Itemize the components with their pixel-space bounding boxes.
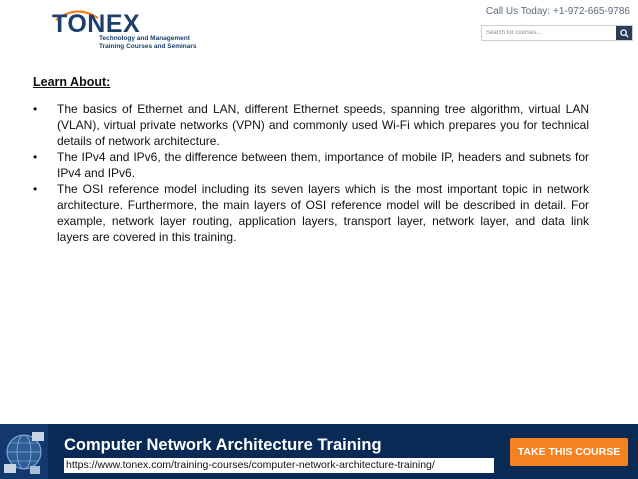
bullet-list [33, 101, 589, 245]
logo-tagline-line2: Training Courses and Seminars [99, 43, 197, 50]
course-title: Computer Network Architecture Training [64, 436, 382, 454]
bullet-dot: • [33, 150, 38, 164]
list-item [33, 181, 589, 245]
search-box [481, 25, 633, 41]
site-header [0, 0, 638, 62]
network-graphic-icon [0, 424, 48, 479]
list-item [33, 101, 589, 149]
take-this-course-button[interactable]: TAKE THIS COURSE [510, 438, 628, 466]
logo-wordmark: TONEX [52, 10, 141, 38]
search-icon [620, 29, 629, 38]
search-button[interactable] [616, 26, 632, 40]
search-input[interactable] [482, 26, 612, 40]
logo-tagline-line1: Technology and Management [99, 35, 190, 42]
logo-tagline [99, 35, 197, 51]
course-url-link[interactable]: https://www.tonex.com/training-courses/computer-network-architecture-training/ [64, 458, 494, 473]
bullet-text: The basics of Ethernet and LAN, different Ethernet speeds, spanning tree algorithm, virtual LAN (VLAN), virtual private networks (VPN) and commonly used Wi-Fi which prepares you for technical details of network architecture. [57, 102, 589, 148]
tonex-logo[interactable] [52, 8, 212, 54]
bullet-dot: • [33, 102, 38, 116]
learn-about-heading: Learn About: [33, 75, 111, 89]
bullet-dot: • [33, 182, 38, 196]
bullet-text: The IPv4 and IPv6, the difference between them, importance of mobile IP, headers and subnets for IPv4 and IPv6. [57, 150, 589, 180]
bullet-text: The OSI reference model including its seven layers which is the most important topic in network architecture. Furthermore, the main layers of OSI reference model will be described in detail. For example, network layer routing, application layers, transport layer, network layer, and data link layers are covered in this training. [57, 182, 589, 244]
call-us-text: Call Us Today: +1-972-665-9786 [485, 6, 630, 17]
list-item [33, 149, 589, 181]
main-content [33, 75, 589, 245]
